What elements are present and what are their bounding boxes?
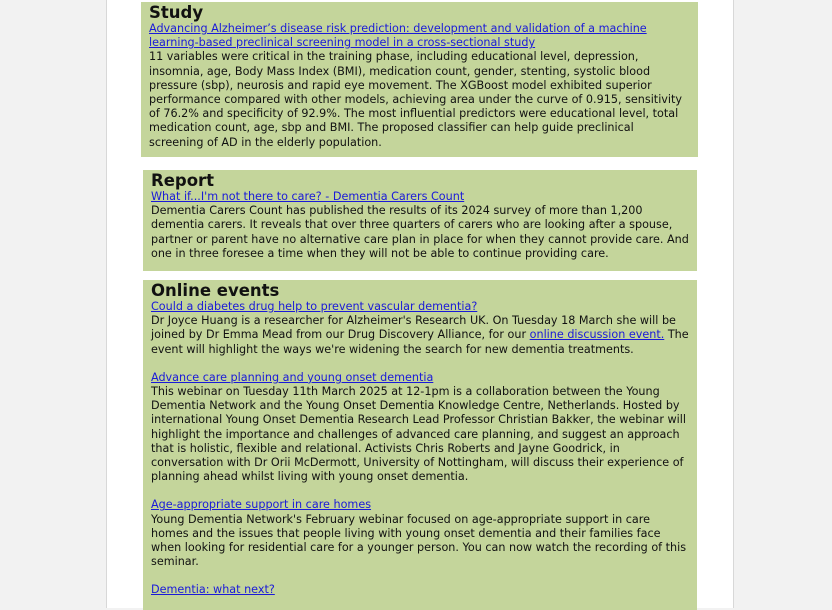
study-link[interactable]: Advancing Alzheimer’s disease risk prediction: development and validation of a machine learning-based preclinical screening model in a cross-sectional study: [149, 22, 647, 50]
event-link-dementia-what-next[interactable]: Dementia: what next?: [151, 583, 275, 597]
event-body: This webinar on Tuesday 11th March 2025 at 12-1pm is a collaboration between the Young Dementia Network and the Young Onset Dementia Knowledge Centre, Netherlands. Hosted by international Young Onset Dementia Research Lead Professor Christian Bakker, the webinar will highlight the importance and challenges of advanced care planning, and suggest an approach that is holistic, flexible and relational. Activists Chris Roberts and Jayne Goodrick, in conversation with Dr Orii McDermott, University of Nottingham, will discuss their experience of planning ahead whilst living with young onset dementia.: [151, 385, 687, 484]
report-body: Dementia Carers Count has published the results of its 2024 survey of more than 1,200 dementia carers. It reveals that over three quarters of carers who are looking after a spouse, partner or parent have no alternative care plan in place for when they cannot provide care. And one in three foresee a time when they will not be able to continue providing care.: [151, 204, 689, 260]
event-link-age-appropriate-support[interactable]: Age-appropriate support in care homes: [151, 498, 372, 512]
report-heading: Report: [151, 171, 215, 190]
events-heading: Online events: [151, 281, 280, 300]
study-section: [141, 2, 698, 157]
event-link-advance-care-planning[interactable]: Advance care planning and young onset dementia: [151, 370, 434, 384]
study-body: 11 variables were critical in the training phase, including educational level, depression, insomnia, age, Body Mass Index (BMI), medication count, gender, stenting, systolic blood pressure (sbp), neurosis and rapid eye movement. The XGBoost model exhibited superior performance compared with other models, achieving area under the curve of 0.915, sensitivity of 76.2% and specificity of 92.9%. The most influential predictors were educational level, total medication count, age, sbp and BMI. The proposed classifier can help guide preclinical screening of AD in the elderly population.: [149, 50, 683, 149]
report-section: [143, 170, 697, 271]
event-item: [151, 583, 689, 597]
report-link[interactable]: What if...I'm not there to care? - Dementia Carers Count: [151, 190, 465, 203]
online-discussion-event-link[interactable]: online discussion event.: [529, 328, 665, 342]
newsletter-page: [106, 0, 734, 608]
event-body-text: The event will highlight the ways we're widening the search for new dementia treatments.: [151, 328, 689, 356]
event-body: [151, 314, 689, 357]
event-body-text: Dr Joyce Huang is a researcher for Alzheimer's Research UK. On Tuesday 18 March she will be joined by Dr Emma Mead from our Drug Discovery Alliance, for our: [151, 314, 676, 342]
event-body: Young Dementia Network's February webinar focused on age-appropriate support in care homes and the issues that people living with young onset dementia and their families face when looking for residential care for a younger person. You can now watch the recording of this seminar.: [151, 512, 687, 569]
online-events-section: [143, 280, 697, 610]
event-item: [151, 498, 689, 569]
event-item: [151, 371, 689, 485]
event-link-diabetes-drug[interactable]: Could a diabetes drug help to prevent vascular dementia?: [151, 300, 478, 313]
study-heading: Study: [149, 3, 204, 22]
event-item: [151, 300, 689, 357]
